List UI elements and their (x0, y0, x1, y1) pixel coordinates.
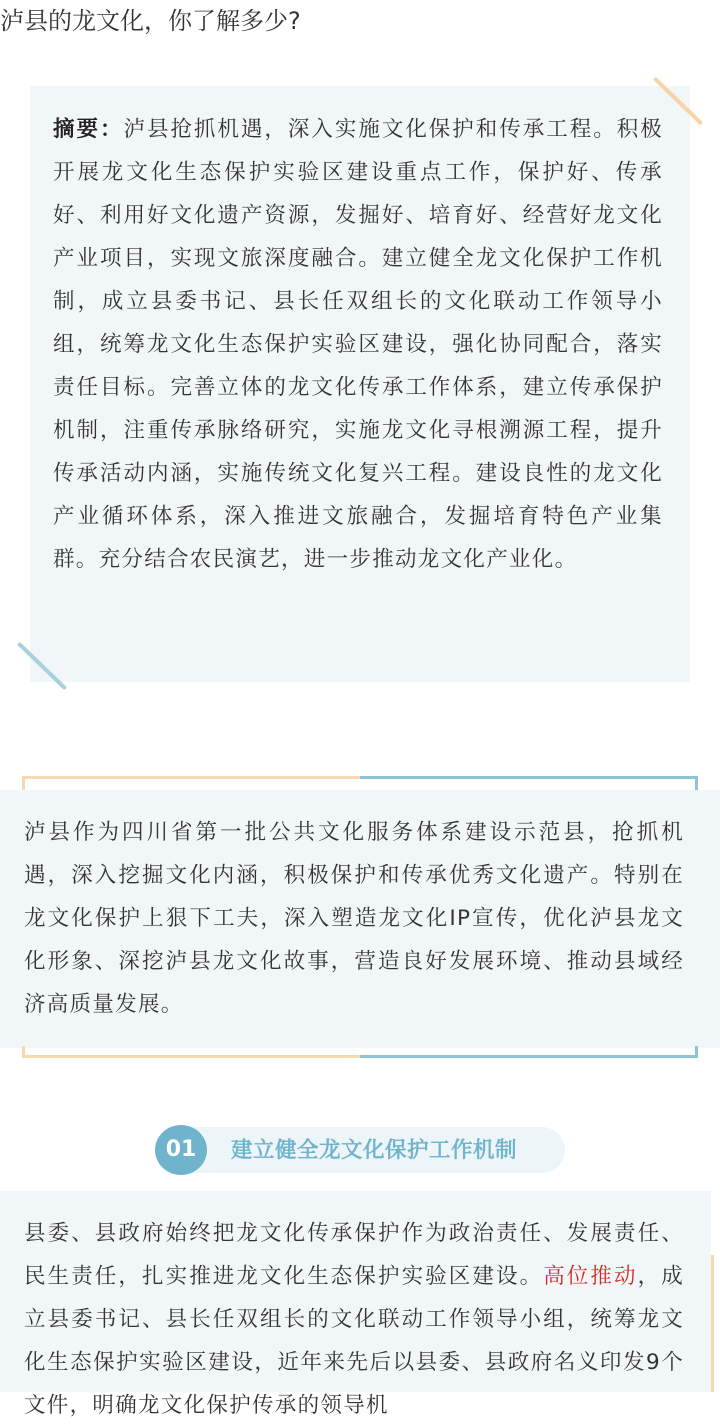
section-body-side-line (711, 1255, 714, 1392)
section-body-text-end: ，成立县委书记、县长任双组长的文化联动工作领导小组，统筹龙文化生态保护实验区建设，近年来先后以县委、县政府名义印发9个文件，明确龙文化保护传承的领导机 (24, 1264, 684, 1418)
intro-frame-bottom-left (22, 1055, 360, 1058)
abstract-paragraph (53, 108, 663, 581)
page-title: 泸县的龙文化，你了解多少? (0, 7, 301, 35)
section-body-highlight: 高位推动 (543, 1264, 638, 1289)
section-body-paragraph (24, 1212, 684, 1427)
abstract-label: 摘要： (53, 117, 124, 142)
intro-frame-side-right (695, 776, 698, 790)
intro-frame-bottom-right (360, 1055, 698, 1058)
intro-frame-top-left (22, 776, 360, 779)
section-number-badge: 01 (155, 1125, 207, 1175)
intro-frame-side-left (22, 776, 25, 790)
section-title: 建立健全龙文化保护工作机制 (231, 1138, 518, 1163)
section-body-text-start: 县委、县政府始终把龙文化传承保护作为政治责任、发展责任、民生责任，扎实推进龙文化生态保护实验区建设。 (24, 1221, 684, 1289)
abstract-text: 泸县抢抓机遇，深入实施文化保护和传承工程。积极开展龙文化生态保护实验区建设重点工作，保护好、传承好、利用好文化遗产资源，发掘好、培育好、经营好龙文化产业项目，实现文旅深度融合。建立健全龙文化保护工作机制，成立县委书记、县长任双组长的文化联动工作领导小组，统筹龙文化生态保护实验区建设，强化协同配合，落实责任目标。完善立体的龙文化传承工作体系，建立传承保护机制，注重传承脉络研究，实施龙文化寻根溯源工程，提升传承活动内涵，实施传统文化复兴工程。建设良性的龙文化产业循环体系，深入推进文旅融合，发掘培育特色产业集群。充分结合农民演艺，进一步推动龙文化产业化。 (53, 117, 663, 572)
intro-frame-top-right (360, 776, 698, 779)
intro-paragraph: 泸县作为四川省第一批公共文化服务体系建设示范县，抢抓机遇，深入挖掘文化内涵，积极保护和传承优秀文化遗产。特别在龙文化保护上狠下工夫，深入塑造龙文化IP宣传，优化泸县龙文化形象、深挖泸县龙文化故事，营造良好发展环境、推动县域经济高质量发展。 (24, 820, 684, 1017)
